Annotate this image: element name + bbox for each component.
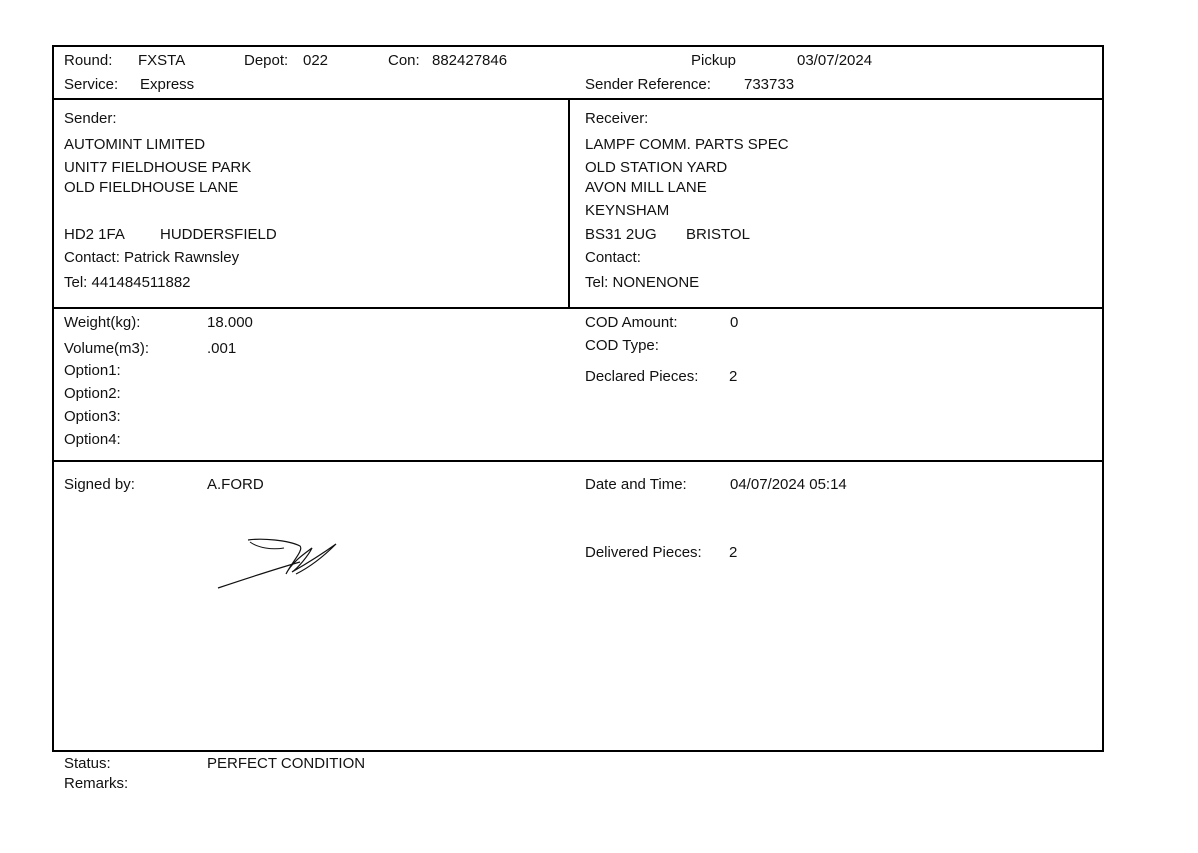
sender-address-line: OLD FIELDHOUSE LANE bbox=[64, 179, 239, 196]
weight-value: 18.000 bbox=[207, 314, 253, 331]
option4-label: Option4: bbox=[64, 431, 121, 448]
receiver-address-line: KEYNSHAM bbox=[585, 202, 670, 219]
signature-image bbox=[212, 532, 342, 592]
receiver-tel: Tel: NONENONE bbox=[585, 274, 700, 291]
cod-amount-label: COD Amount: bbox=[585, 314, 678, 331]
option2-label: Option2: bbox=[64, 385, 121, 402]
sender-reference-label: Sender Reference: bbox=[585, 76, 711, 93]
status-value: PERFECT CONDITION bbox=[207, 755, 366, 772]
receiver-postcode: BS31 2UG bbox=[585, 226, 657, 243]
option1-label: Option1: bbox=[64, 362, 121, 379]
cod-amount-value: 0 bbox=[730, 314, 739, 331]
delivered-pieces-label: Delivered Pieces: bbox=[585, 544, 702, 561]
sender-tel: Tel: 441484511882 bbox=[64, 274, 191, 291]
sender-address-line: UNIT7 FIELDHOUSE PARK bbox=[64, 159, 252, 176]
sender-address-line: AUTOMINT LIMITED bbox=[64, 136, 206, 153]
pickup-date: 03/07/2024 bbox=[797, 52, 873, 69]
weight-label: Weight(kg): bbox=[64, 314, 141, 331]
declared-pieces-label: Declared Pieces: bbox=[585, 368, 699, 385]
receiver-contact: Contact: bbox=[585, 249, 641, 266]
sender-heading: Sender: bbox=[64, 110, 117, 127]
round-label: Round: bbox=[64, 52, 113, 69]
address-column-divider bbox=[568, 98, 570, 309]
declared-pieces-value: 2 bbox=[729, 368, 738, 385]
service-label: Service: bbox=[64, 76, 119, 93]
signed-by-label: Signed by: bbox=[64, 476, 135, 493]
date-time-label: Date and Time: bbox=[585, 476, 687, 493]
status-label: Status: bbox=[64, 755, 111, 772]
service-value: Express bbox=[140, 76, 195, 93]
round-value: FXSTA bbox=[138, 52, 186, 69]
sender-postcode: HD2 1FA bbox=[64, 226, 125, 243]
con-label: Con: bbox=[388, 52, 420, 69]
address-divider bbox=[52, 307, 1104, 309]
cod-type-label: COD Type: bbox=[585, 337, 659, 354]
con-number: 882427846 bbox=[432, 52, 508, 69]
remarks-label: Remarks: bbox=[64, 775, 129, 792]
volume-label: Volume(m3): bbox=[64, 340, 150, 357]
option3-label: Option3: bbox=[64, 408, 121, 425]
receiver-address-line: OLD STATION YARD bbox=[585, 159, 728, 176]
pickup-label: Pickup bbox=[691, 52, 737, 69]
sender-town: HUDDERSFIELD bbox=[160, 226, 277, 243]
pod-form-frame bbox=[52, 45, 1104, 752]
receiver-heading: Receiver: bbox=[585, 110, 649, 127]
sender-contact: Contact: Patrick Rawnsley bbox=[64, 249, 240, 266]
sender-reference-value: 733733 bbox=[744, 76, 795, 93]
delivered-pieces-value: 2 bbox=[729, 544, 738, 561]
volume-value: .001 bbox=[207, 340, 237, 357]
receiver-address-line: AVON MILL LANE bbox=[585, 179, 707, 196]
date-time-value: 04/07/2024 05:14 bbox=[730, 476, 847, 493]
signed-by-value: A.FORD bbox=[207, 476, 264, 493]
depot-value: 022 bbox=[303, 52, 329, 69]
header-divider bbox=[52, 98, 1104, 100]
receiver-address-line: LAMPF COMM. PARTS SPEC bbox=[585, 136, 789, 153]
receiver-town: BRISTOL bbox=[686, 226, 750, 243]
depot-label: Depot: bbox=[244, 52, 289, 69]
details-divider bbox=[52, 460, 1104, 462]
